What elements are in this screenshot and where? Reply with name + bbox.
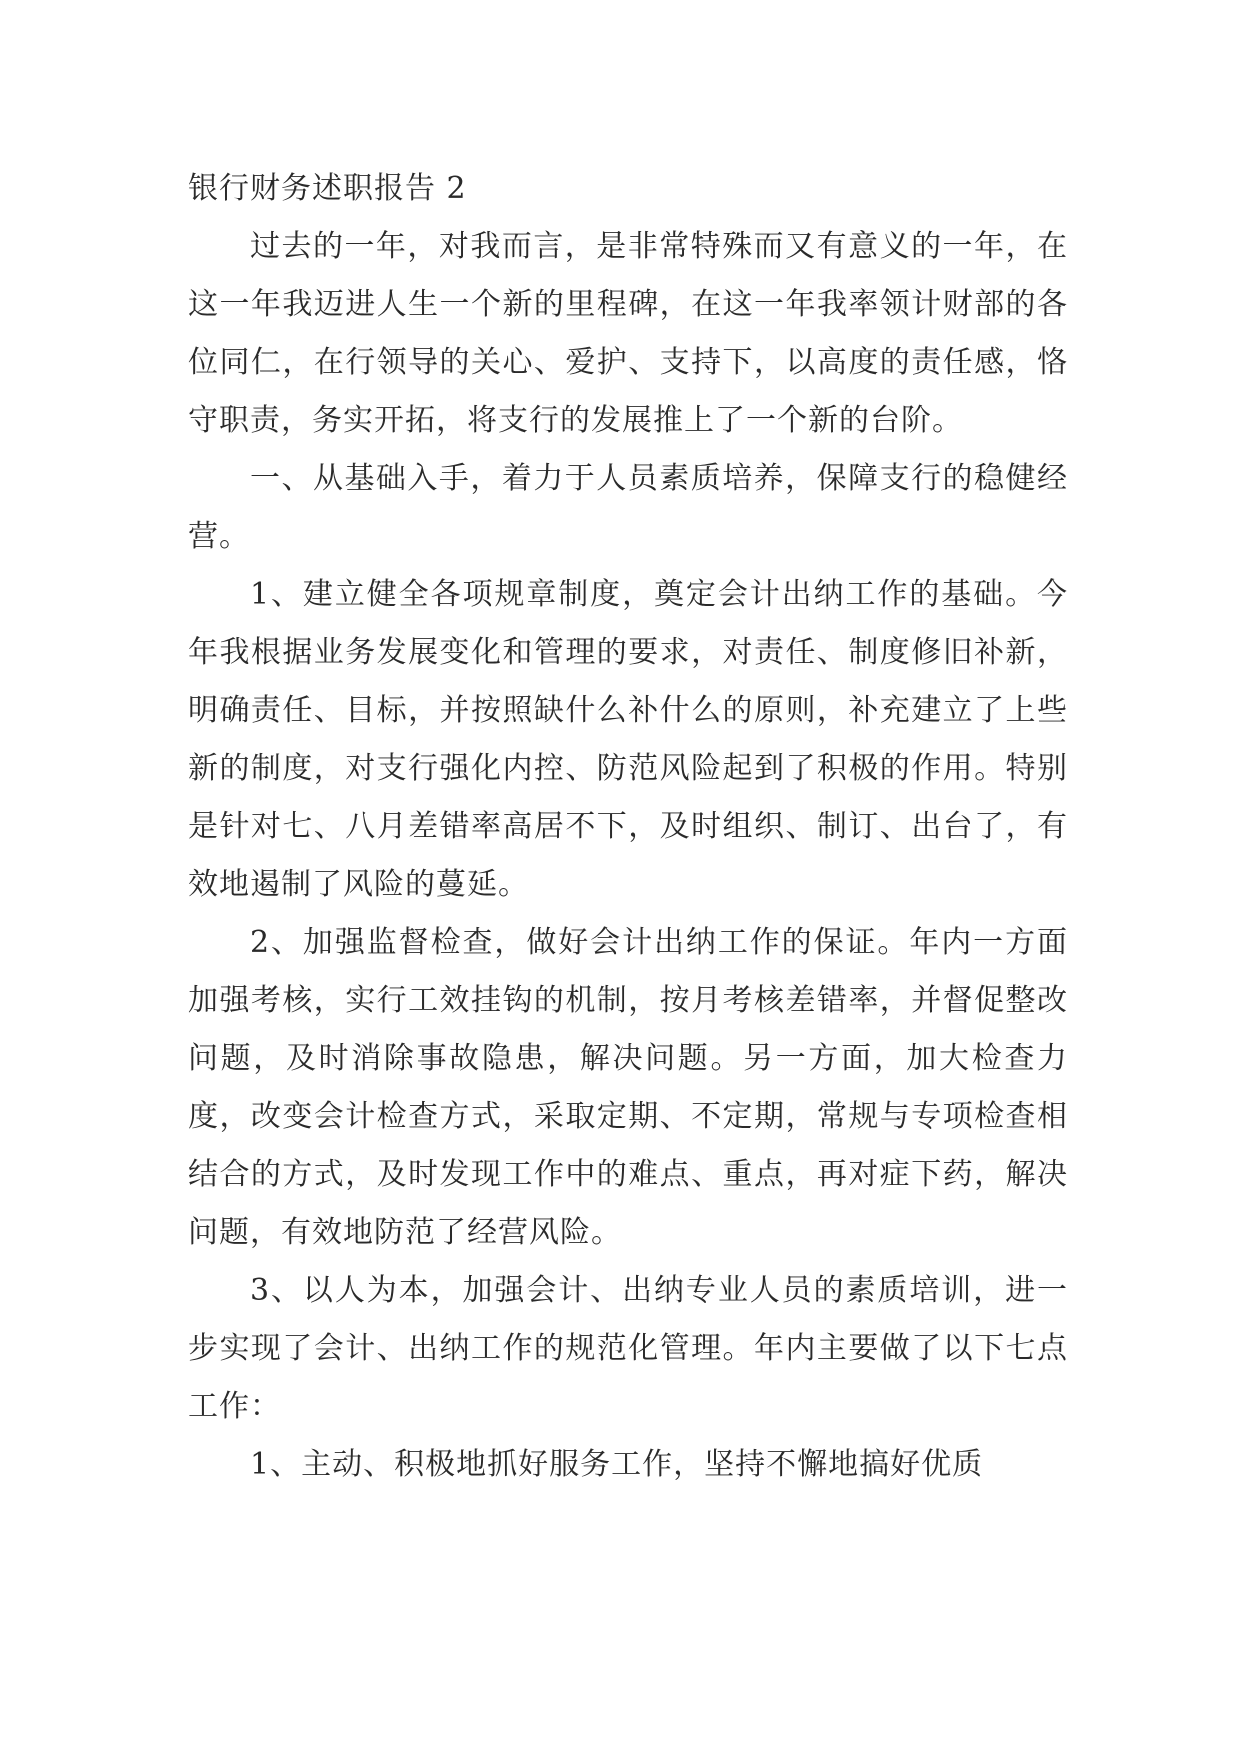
paragraph-item-1: 1、建立健全各项规章制度，奠定会计出纳工作的基础。今年我根据业务发展变化和管理的要求，对责任、制度修旧补新，明确责任、目标，并按照缺什么补什么的原则，补充建立了上些新的制度，对支行强化内控、防范风险起到了积极的作用。特别是针对七、八月差错率高居不下，及时组织、制订、出台了，有效地遏制了风险的蔓延。 <box>188 577 1068 902</box>
paragraph-item-3: 3、以人为本，加强会计、出纳专业人员的素质培训，进一步实现了会计、出纳工作的规范化管理。年内主要做了以下七点工作： <box>188 1273 1068 1424</box>
paragraph-intro: 过去的一年，对我而言，是非常特殊而又有意义的一年，在这一年我迈进人生一个新的里程碑，在这一年我率领计财部的各位同仁，在行领导的关心、爱护、支持下，以高度的责任感，恪守职责，务实开拓，将支行的发展推上了一个新的台阶。 <box>188 229 1068 438</box>
paragraph-section-heading-1: 一、从基础入手，着力于人员素质培养，保障支行的稳健经营。 <box>188 461 1068 554</box>
document-title: 银行财务述职报告 2 <box>188 171 467 206</box>
paragraph-subitem-1: 1、主动、积极地抓好服务工作，坚持不懈地搞好优质 <box>250 1447 984 1482</box>
document-body <box>188 160 1068 1494</box>
paragraph-item-2: 2、加强监督检查，做好会计出纳工作的保证。年内一方面加强考核，实行工效挂钩的机制，按月考核差错率，并督促整改问题，及时消除事故隐患，解决问题。另一方面，加大检查力度，改变会计检查方式，采取定期、不定期，常规与专项检查相结合的方式，及时发现工作中的难点、重点，再对症下药，解决问题，有效地防范了经营风险。 <box>188 925 1068 1250</box>
